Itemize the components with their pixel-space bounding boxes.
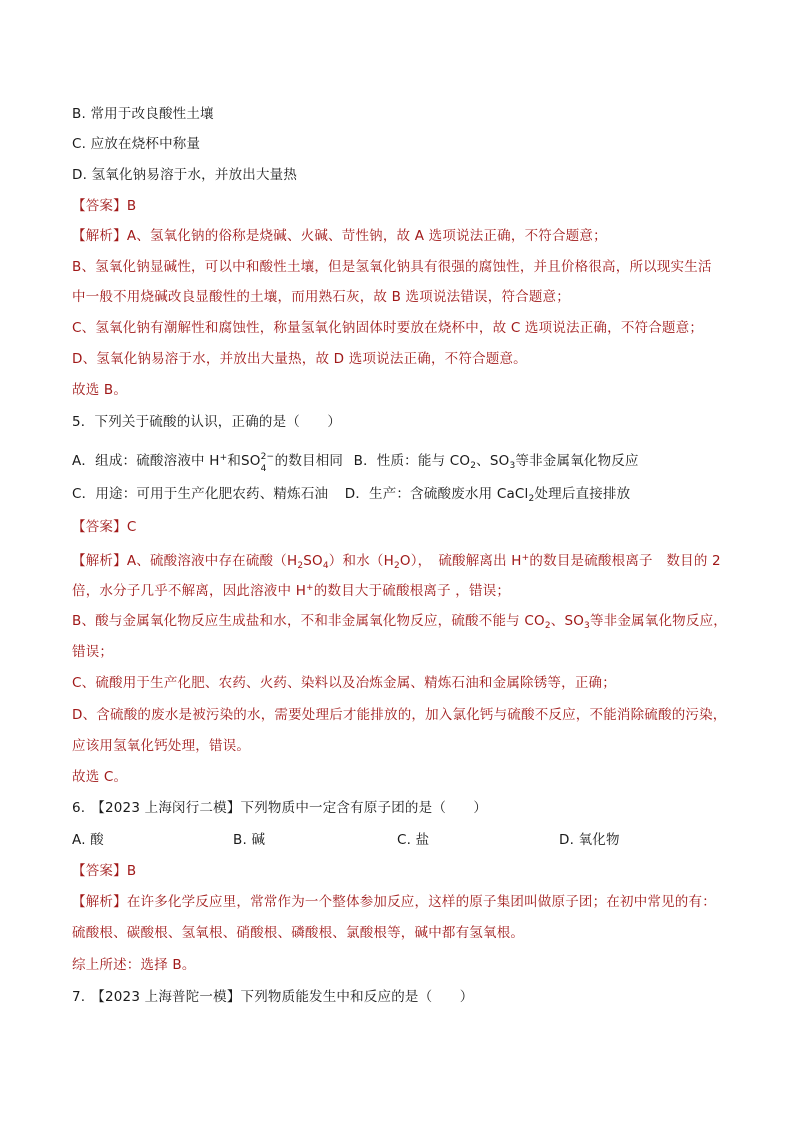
answer-tag: 【答案】 — [72, 198, 127, 214]
superscript: + — [219, 453, 228, 463]
q5-option-c: C．用途：可用于生产化肥农药、精炼石油 — [72, 486, 329, 502]
q5-answer — [72, 517, 734, 537]
superscript: + — [306, 583, 314, 593]
text: 等非金属氧化物反应 — [515, 453, 639, 469]
q4-analysis-line: C、氢氧化钠有潮解性和腐蚀性，称量氢氧化钠固体时要放在烧杯中，故 C 选项说法正确，不符合题意； — [72, 320, 704, 336]
answer-value: B — [126, 863, 137, 879]
q5-options-ab — [72, 448, 734, 476]
subscript: 2 — [393, 561, 400, 571]
text: 、SO — [550, 613, 585, 629]
q5-option-a: A．组成：硫酸溶液中 H — [72, 453, 220, 469]
analysis-text: 在许多化学反应里，常常作为一个整体参加反应，这样的原子集团叫做原子团；在初中常见的有： — [126, 894, 716, 910]
q4-analysis-line: D、氢氧化钠易溶于水，并放出大量热，故 D 选项说法正确，不符合题意。 — [72, 351, 527, 367]
q4-analysis-line — [72, 226, 734, 246]
text: ）和水（H — [328, 553, 394, 569]
analysis-tag: 【解析】 — [72, 553, 127, 569]
formula: 和SO — [227, 453, 261, 469]
subscript: 2 — [297, 561, 304, 571]
text: O）， 硫酸解离出 H — [399, 553, 522, 569]
q4-option-b: B. 常用于改良酸性土壤 — [72, 106, 214, 122]
analysis-text: A、氢氧化钠的俗称是烧碱、火碱、苛性钠，故 A 选项说法正确，不符合题意； — [126, 228, 607, 244]
q6-option-c: C. 盐 — [397, 832, 430, 848]
question-text: 下列物质能发生中和反应的是（ ） — [240, 989, 474, 1005]
q5-conclusion: 故选 C。 — [72, 769, 128, 785]
q4-analysis-line: B、氢氧化钠显碱性，可以中和酸性土壤，但是氢氧化钠具有很强的腐蚀性，并且价格很高，所以现实生活 — [72, 259, 712, 275]
q5-option-d: D．生产：含硫酸废水用 CaCl — [344, 486, 529, 502]
answer-tag: 【答案】 — [72, 519, 127, 535]
ion-charge — [260, 452, 275, 474]
question-number: 6. — [72, 800, 86, 816]
superscript: + — [521, 553, 530, 563]
q6-analysis-line: 硫酸根、碳酸根、氢氧根、硝酸根、磷酸根、氯酸根等，碱中都有氢氧根。 — [72, 925, 525, 941]
text: SO — [303, 553, 323, 569]
q5-option-b: B．性质：能与 CO — [353, 453, 471, 469]
formula: 、SO — [476, 453, 510, 469]
q6-options — [72, 830, 734, 850]
q5-analysis-line — [72, 578, 734, 601]
q6-option-a: A. 酸 — [72, 832, 104, 848]
text: A、硫酸溶液中存在硫酸（H — [126, 553, 298, 569]
text: B、酸与金属氧化物反应生成盐和水，不和非金属氧化物反应，硫酸不能与 CO — [72, 613, 545, 629]
subscript: 2 — [528, 494, 535, 504]
q4-option-c: C. 应放在烧杯中称量 — [72, 136, 201, 152]
q4-answer — [72, 196, 734, 216]
text: 倍，水分子几乎不解离，因此溶液中 H — [72, 583, 307, 599]
q5-analysis-line — [72, 548, 734, 576]
subscript: 4 — [322, 561, 329, 571]
subscript: 3 — [509, 461, 516, 471]
analysis-tag: 【解析】 — [72, 894, 127, 910]
q5-analysis-line: 应该用氢氧化钙处理，错误。 — [72, 738, 251, 754]
charge-sub: 4 — [260, 464, 267, 474]
subscript: 3 — [584, 621, 590, 631]
charge-sup: 2− — [260, 452, 275, 462]
answer-value: B — [126, 198, 137, 214]
q5-analysis-line: C、硫酸用于生产化肥、农药、火药、染料以及冶炼金属、精炼石油和金属除锈等，正确； — [72, 675, 616, 691]
question-source-tag: 【2023 上海闵行二模】 — [91, 800, 241, 816]
q4-option-d: D. 氢氧化钠易溶于水，并放出大量热 — [72, 167, 298, 183]
text: 的数目相同 — [274, 453, 344, 469]
q5-options-cd — [72, 484, 734, 509]
q5-analysis-line — [72, 611, 734, 636]
answer-tag: 【答案】 — [72, 863, 127, 879]
q6-analysis-line — [72, 892, 734, 912]
question-number: 7. — [72, 989, 86, 1005]
answer-value: C — [126, 519, 137, 535]
q4-conclusion: 故选 B。 — [72, 382, 128, 398]
question-text: 下列物质中一定含有原子团的是（ ） — [240, 800, 488, 816]
subscript: 2 — [470, 461, 477, 471]
text: 等非金属氧化物反应， — [589, 613, 727, 629]
q5-stem: 5．下列关于硫酸的认识，正确的是（ ） — [72, 414, 342, 430]
q6-option-b: B. 碱 — [233, 832, 266, 848]
q6-answer — [72, 861, 734, 881]
analysis-tag: 【解析】 — [72, 228, 127, 244]
q7-stem — [72, 987, 734, 1007]
q5-analysis-line: 错误； — [72, 644, 114, 660]
text: 的数目是硫酸根离子 数目的 2 — [529, 553, 721, 569]
question-source-tag: 【2023 上海普陀一模】 — [91, 989, 241, 1005]
q4-analysis-line: 中一般不用烧碱改良显酸性的土壤，而用熟石灰，故 B 选项说法错误，符合题意； — [72, 289, 570, 305]
q5-analysis-line: D、含硫酸的废水是被污染的水，需要处理后才能排放的，加入氯化钙与硫酸不反应，不能消除硫酸的污染， — [72, 707, 727, 723]
text: 的数目大于硫酸根离子 ，错误； — [313, 583, 511, 599]
subscript: 2 — [544, 621, 551, 631]
q6-stem — [72, 798, 734, 818]
text: 处理后直接排放 — [534, 486, 631, 502]
q6-option-d: D. 氧化物 — [559, 832, 620, 848]
q6-conclusion: 综上所述：选择 B。 — [72, 957, 196, 973]
